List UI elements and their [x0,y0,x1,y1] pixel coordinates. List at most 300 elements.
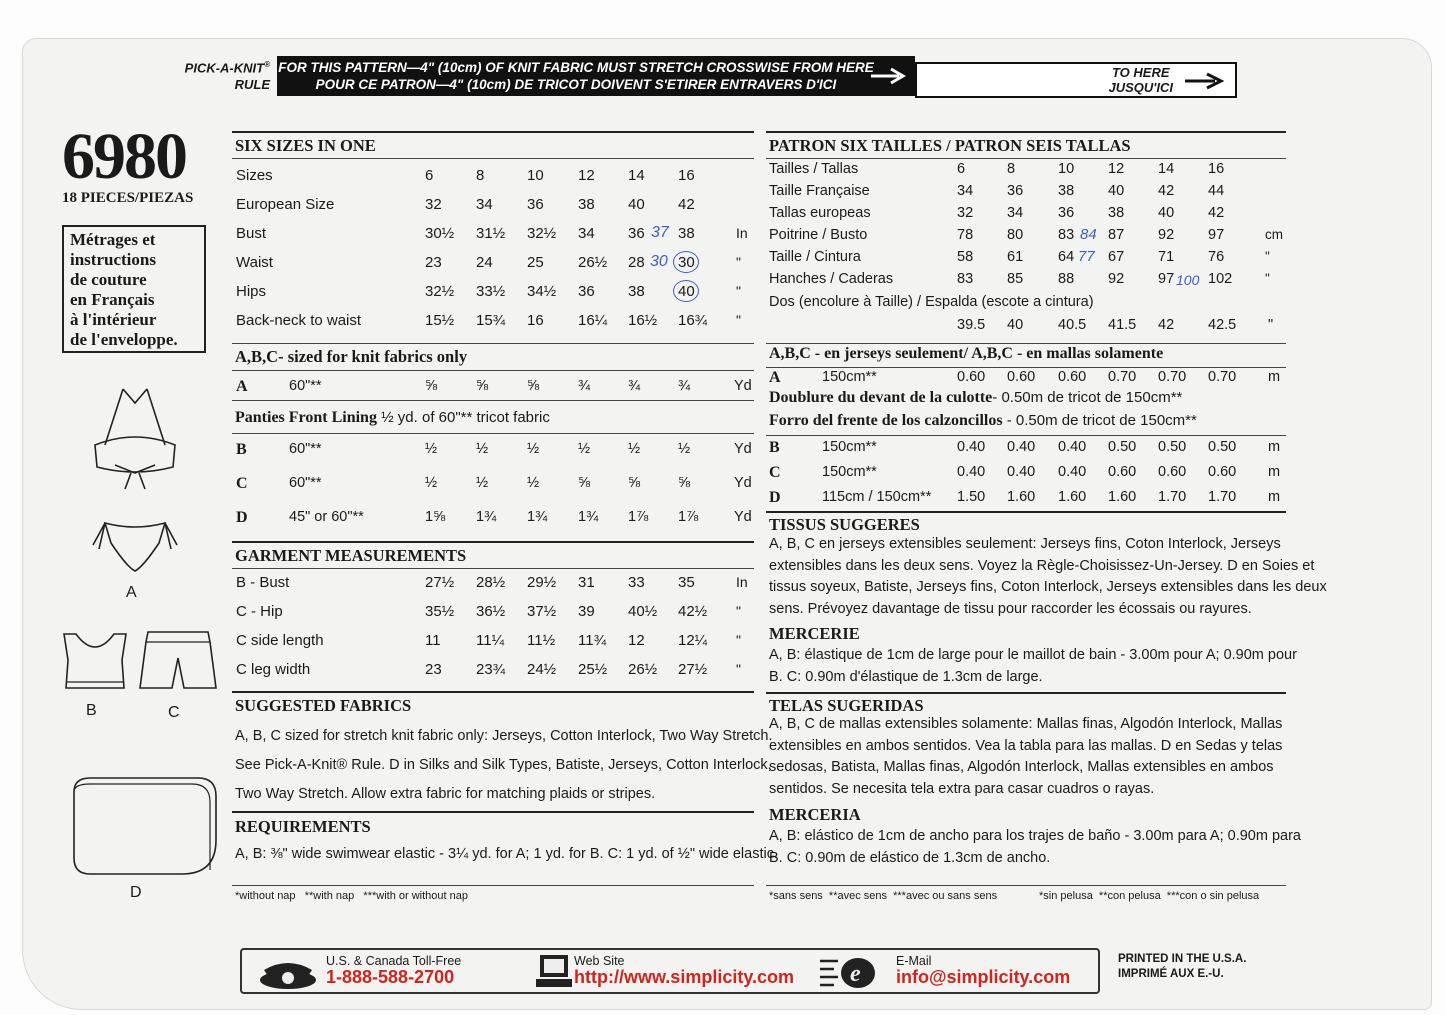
metrage-cell: 1.70 [1158,489,1187,505]
metrage-cell: 1.70 [1208,489,1237,505]
suggested-fabrics-title: SUGGESTED FABRICS [235,696,412,715]
svg-text:e: e [850,961,861,987]
yardage-cell: 1¾ [476,509,497,525]
garment-row-label: C side length [236,632,324,649]
size-row-label: Waist [236,254,273,271]
taille-cell: 71 [1158,249,1175,265]
size-cell: 8 [476,167,485,184]
taille-cell: 67 [1108,249,1125,265]
size-cell: 32½ [425,283,455,300]
size-cell: 36 [628,225,645,242]
size-cell: 34 [578,225,595,242]
taille-cell: 88 [1058,271,1075,287]
size-cell: 16¾ [678,312,708,329]
garment-cell: 28½ [476,574,506,591]
divider [232,370,754,371]
yardage-cell: 1⅝ [425,509,446,525]
yardage-label: D [236,509,248,526]
dos-unit: " [1268,317,1274,333]
computer-icon [534,953,574,991]
metrage-label: B [769,439,780,456]
bikini-bottom-sketch [85,515,185,585]
pick-a-knit-rule-label [178,56,270,93]
metrage-cell: 0.40 [1058,439,1087,455]
handwritten-taille: 77 [1078,248,1095,265]
contact-bar [240,948,1100,994]
mercerie-line: A, B: élastique de 1cm de large pour le maillot de bain - 3.00m pour A; 0.90m pour [769,647,1297,663]
size-row-label: Bust [236,225,267,242]
telas-line: extensibles en ambos sentidos. Vea la tabla para las mallas. D en Sedas y telas [769,737,1283,754]
yardage-unit: Yd [734,441,752,457]
metrage-cell: 0.60 [1108,464,1137,480]
garment-unit: " [736,661,741,677]
phone-label: U.S. & Canada Toll-Free [326,954,462,968]
rule-reg: ® [264,60,270,69]
taille-cell: 32 [957,205,974,221]
taille-cell: 83 [1058,227,1075,243]
garment-cell: 27½ [425,574,455,591]
mercerie-line: B. C: 0.90m d'élastique de 1.3cm de large. [769,669,1043,685]
knit-bar-en: FOR THIS PATTERN—4" (10cm) OF KNIT FABRIC MUST STRETCH CROSSWISE FROM HERE [278,60,874,75]
taille-cell: 61 [1007,249,1024,265]
taille-cell: 6 [957,161,966,177]
handwritten-poitrine: 84 [1080,226,1097,243]
divider [232,433,754,434]
taille-unit: " [1265,249,1270,264]
metrage-cell: 0.40 [1007,439,1036,455]
divider [766,158,1286,159]
metrage-cell: 0.70 [1108,369,1137,385]
size-cell: 12 [578,167,595,184]
metrage-unit: m [1268,464,1281,480]
telephone-icon [256,954,320,990]
size-cell: 16 [678,167,695,184]
french-instructions-box [62,225,206,353]
yardage-cell: 1⅞ [678,509,699,525]
tissus-line: A, B, C en jerseys extensibles seulement: Jerseys fins, Coton Interlock, Jerseys [769,536,1281,552]
yardage-cell: ½ [476,441,489,457]
garment-cell: 33 [628,574,645,591]
yardage-cell: ⅝ [425,378,438,394]
jersey-title: A,B,C - en jerseys seulement/ A,B,C - en mallas solamente [769,345,1164,362]
size-cell: 38 [678,225,695,242]
taille-cell: 34 [1007,205,1024,221]
size-row-label: Hips [236,283,267,300]
view-label-b: B [86,702,97,719]
garment-cell: 40½ [628,603,658,620]
yardage-cell: ½ [476,475,489,491]
metrage-width: 115cm / 150cm** [822,489,932,505]
metrage-cell: 0.40 [1058,464,1087,480]
taille-cell: 80 [1007,227,1024,243]
metrage-label: A [769,369,781,386]
garment-cell: 23 [425,661,442,678]
garment-cell: 25½ [578,661,608,678]
taille-cell: 102 [1208,271,1233,287]
size-cell: 28 [628,254,645,271]
french-line: en Français [70,290,155,309]
requirements-title: REQUIREMENTS [235,817,371,836]
taille-cell: 16 [1208,161,1225,177]
tissus-title: TISSUS SUGGERES [769,515,920,534]
divider [766,435,1286,436]
metrage-cell: 0.50 [1108,439,1137,455]
size-unit: " [736,254,741,270]
fabric-line: A, B, C sized for stretch knit fabric only: Jerseys, Cotton Interlock, Two Way Stretch. [235,728,773,744]
handwritten-hanches: 100 [1176,272,1200,288]
taille-cell: 44 [1208,183,1225,199]
telas-line: sentidos. Se necesita tela extra para casar cuadros o rayas. [769,780,1155,797]
view-label-a: A [126,584,137,601]
size-cell: 34 [476,196,493,213]
tissus-line: tissus soyeux, Batiste, Jerseys fins, Coton Interlock, Jerseys extensibles dans les deux [769,579,1327,595]
telas-line: A, B, C de mallas extensibles solamente: Mallas finas, Algodón Interlock, Mallas [769,716,1283,732]
panties-lining [235,409,550,427]
divider [766,885,1286,886]
taille-cell: 78 [957,227,974,243]
metrage-width: 150cm** [822,439,877,455]
metrage-width: 150cm** [822,464,877,480]
yardage-cell: ½ [425,475,438,491]
phone-number[interactable]: 1-888-588-2700 [326,967,455,987]
yardage-cell: 1¾ [578,509,599,525]
size-cell: 36 [527,196,544,213]
suggested-fabrics-text [235,722,773,809]
taille-cell: 40 [1108,183,1125,199]
footnote-fr: *sans sens **avec sens ***avec ou sans sens [769,890,998,902]
crop-top-sketch [58,630,132,694]
telas-text [769,714,1287,800]
divider [766,511,1286,513]
forro [769,412,1197,430]
garment-row-label: C - Hip [236,603,283,620]
taille-cell: 38 [1108,205,1125,221]
divider [232,541,754,543]
garment-cell: 11¼ [476,632,505,649]
metrage-label: C [769,464,781,481]
panties-lining-label: Panties Front Lining [235,409,377,426]
divider [232,343,754,344]
taille-row-label: Tailles / Tallas [769,161,859,177]
rule-title-1: PICK-A-KNIT [184,60,265,76]
size-cell: 31½ [476,225,506,242]
size-cell: 6 [425,167,434,184]
taille-unit: " [1265,271,1270,286]
size-row-label: Back-neck to waist [236,312,362,329]
email-icon [818,953,880,991]
size-cell: 24 [476,254,493,271]
metrage-label: D [769,489,781,506]
dos-cell: 39.5 [957,317,986,333]
yardage-width: 45" or 60"** [289,509,364,525]
dos-label: Dos (encolure à Taille) / Espalda (escote a cintura) [769,294,1094,310]
metrage-cell: 0.50 [1158,439,1187,455]
knit-stretch-bar [277,56,915,96]
yardage-cell: ⅝ [578,475,591,491]
rule-title-2: RULE [234,77,270,93]
size-cell: 30½ [425,225,455,242]
size-row-label: Sizes [236,167,273,184]
taille-cell: 8 [1007,161,1016,177]
yardage-label: A [236,378,248,395]
garment-cell: 31 [578,574,595,591]
panties-lining-text: ½ yd. of 60"** tricot fabric [376,409,550,426]
garment-unit: In [736,574,748,590]
mercerie-text [769,644,1297,688]
size-cell: 33½ [476,283,506,300]
printed-fr: IMPRIMÉ AUX E.-U. [1118,968,1224,980]
garment-cell: 29½ [527,574,557,591]
garment-cell: 37½ [527,603,557,620]
size-cell: 38 [578,196,595,213]
printed-en: PRINTED IN THE U.S.A. [1118,953,1247,965]
taille-cell: 40 [1158,205,1175,221]
piece-count: 18 PIECES/PIEZAS [62,190,194,206]
size-cell: 15¾ [476,312,506,329]
size-cell: 16½ [628,312,658,329]
metrage-cell: 1.60 [1108,489,1137,505]
taille-row-label: Tallas europeas [769,205,871,221]
divider [766,692,1286,694]
dos-cell: 40 [1007,317,1024,333]
size-cell: 23 [425,254,442,271]
tissus-line: extensibles dans les deux sens. Voyez la Règle-Choisissez-Un-Jersey. D en Soies et [769,557,1315,574]
footnote-es: *sin pelusa **con pelusa ***con o sin pelusa [1039,890,1260,902]
garment-cell: 35 [678,574,695,591]
merceria-line: B. C: 0.90m de elástico de 1.3cm de ancho. [769,850,1051,866]
web-link[interactable]: http://www.simplicity.com [574,967,795,987]
divider [766,367,1286,368]
size-cell: 25 [527,254,544,271]
size-cell: 10 [527,167,544,184]
size-cell: 40 [628,196,645,213]
garment-cell: 11½ [527,632,556,649]
metrage-cell: 0.70 [1208,369,1237,385]
to-here-fr: JUSQU'ICI [1108,80,1173,95]
printed-in [1118,952,1246,982]
fabric-line: See Pick-A-Knit® Rule. D in Silks and Silk Types, Batiste, Jerseys, Cotton Interlock, [235,757,772,773]
metrage-cell: 0.40 [957,439,986,455]
taille-cell: 10 [1058,161,1075,177]
taille-cell: 36 [1058,205,1075,221]
taille-cell: 42 [1158,183,1175,199]
forro-label: Forro del frente de los calzoncillos [769,412,1003,429]
to-here-en: TO HERE [1111,65,1170,80]
taille-cell: 92 [1108,271,1125,287]
metrage-cell: 0.40 [957,464,986,480]
garment-cell: 39 [578,603,595,620]
metrage-cell: 0.60 [1058,369,1087,385]
divider [766,343,1286,344]
yardage-cell: ½ [527,475,540,491]
email-label: E-Mail [896,954,932,968]
yardage-width: 60"** [289,441,322,457]
metrage-cell: 1.50 [957,489,986,505]
tissus-line: sens. Prévoyez davantage de tissu pour raccorder les écossais ou rayures. [769,600,1252,617]
taille-cell: 58 [957,249,974,265]
metrage-cell: 0.70 [1158,369,1187,385]
yardage-width: 60"** [289,475,322,491]
divider [232,131,754,133]
dos-cell: 41.5 [1108,317,1137,333]
garment-cell: 26½ [628,661,658,678]
divider [232,691,754,693]
divider [766,131,1286,133]
handwritten-circle [673,251,699,273]
handwritten-bust: 37 [651,224,669,241]
size-cell: 14 [628,167,645,184]
garment-cell: 35½ [425,603,455,620]
yardage-cell: ¾ [678,378,691,394]
taille-cell: 85 [1007,271,1024,287]
patron-title: PATRON SIX TAILLES / PATRON SEIS TALLAS [769,136,1131,155]
taille-cell: 12 [1108,161,1125,177]
garment-cell: 42½ [678,603,708,620]
yardage-unit: Yd [734,378,752,394]
metrage-unit: m [1268,489,1281,505]
yardage-cell: ⅝ [476,378,489,394]
divider [232,158,754,159]
view-label-d: D [130,884,142,901]
yardage-cell: ⅝ [527,378,540,394]
to-here-label [1109,65,1174,95]
french-line: Métrages et [70,230,156,249]
taille-row-label: Poitrine / Busto [769,227,868,243]
taille-cell: 97 [1158,271,1175,287]
yardage-label: C [236,475,248,492]
garment-measurements-title: GARMENT MEASUREMENTS [235,546,467,565]
mercerie-title: MERCERIE [769,624,860,643]
yardage-width: 60"** [289,378,322,394]
size-cell: 38 [628,283,645,300]
doublure-label: Doublure du devant de la culotte [769,389,993,406]
size-cell: 42 [678,196,695,213]
metrage-width: 150cm** [822,369,877,385]
yardage-cell: ½ [628,441,641,457]
taille-cell: 97 [1208,227,1225,243]
forro-text: - 0.50m de tricot de 150cm** [1002,412,1197,429]
yardage-cell: ⅝ [678,475,691,491]
size-row-label: European Size [236,196,335,213]
knit-bar-fr: POUR CE PATRON—4" (10cm) DE TRICOT DOIVENT S'ETIRER ENTRAVERS D'ICI [315,77,837,92]
taille-unit: cm [1265,227,1283,242]
yardage-unit: Yd [734,509,752,525]
yardage-cell: ¾ [578,378,591,394]
garment-row-label: B - Bust [236,574,290,591]
yardage-unit: Yd [734,475,752,491]
web-label: Web Site [574,954,625,968]
garment-cell: 11¾ [578,632,607,649]
yardage-label: B [236,441,247,458]
six-sizes-title: SIX SIZES IN ONE [235,136,376,155]
metrage-cell: 1.60 [1058,489,1087,505]
tissus-text [769,534,1327,620]
size-cell: 30 [678,254,695,271]
french-line: instructions [70,250,156,269]
yardage-cell: ⅝ [628,475,641,491]
yardage-cell: ½ [678,441,691,457]
metrage-cell: 0.60 [1007,369,1036,385]
metrage-cell: 0.40 [1007,464,1036,480]
doublure-text: - 0.50m de tricot de 150cm** [992,389,1183,406]
merceria-title: MERCERIA [769,805,861,824]
french-line: à l'intérieur [70,310,157,329]
garment-cell: 11 [425,632,441,649]
telas-title: TELAS SUGERIDAS [769,696,924,715]
garment-unit: " [736,632,741,648]
taille-cell: 76 [1208,249,1225,265]
metrage-cell: 1.60 [1007,489,1036,505]
dos-cell: 40.5 [1058,317,1087,333]
doublure [769,389,1182,407]
taille-row-label: Taille / Cintura [769,249,861,265]
taille-cell: 38 [1058,183,1075,199]
arrow-right-icon [1183,70,1227,92]
divider [232,811,754,813]
taille-cell: 42 [1208,205,1225,221]
metrage-unit: m [1268,439,1281,455]
shorts-sketch [138,628,218,694]
garment-cell: 24½ [527,661,557,678]
requirements-text: A, B: ⅜" wide swimwear elastic - 3¼ yd. for A; 1 yd. for B. C: 1 yd. of ½" wide elastic. [235,846,778,862]
size-cell: 26½ [578,254,608,271]
yardage-cell: 1¾ [527,509,548,525]
taille-cell: 34 [957,183,974,199]
taille-cell: 64 [1058,249,1075,265]
size-cell: 32 [425,196,442,213]
size-cell: 15½ [425,312,455,329]
view-label-c: C [168,704,180,721]
yardage-cell: ¾ [628,378,641,394]
merceria-text [769,825,1301,869]
dos-cell: 42.5 [1208,317,1237,333]
taille-row-label: Taille Française [769,183,870,199]
size-unit: In [736,225,748,241]
size-cell: 16 [527,312,544,329]
wrap-scarf-sketch [70,770,220,880]
taille-row-label: Hanches / Caderas [769,271,894,287]
garment-row-label: C leg width [236,661,311,678]
french-line: de l'enveloppe. [70,330,178,349]
garment-unit: " [736,603,741,619]
french-line: de couture [70,270,147,289]
metrage-unit: m [1268,369,1281,385]
metrage-cell: 0.50 [1208,439,1237,455]
divider [232,400,754,401]
taille-cell: 36 [1007,183,1024,199]
metrage-cell: 0.60 [1158,464,1187,480]
size-cell: 32½ [527,225,557,242]
handwritten-waist: 30 [650,253,668,270]
telas-line: sedosas, Batista, Mallas finas, Algodón Interlock, Mallas extensibles en ambos [769,759,1274,775]
yardage-cell: ½ [425,441,438,457]
divider [232,568,754,569]
footnote-en: *without nap **with nap ***with or without nap [235,890,468,902]
garment-cell: 12 [628,632,645,649]
garment-cell: 12¼ [678,632,708,649]
size-cell: 40 [678,283,695,300]
size-unit: " [736,312,741,328]
divider [232,885,754,886]
dos-cell: 42 [1158,317,1175,333]
yardage-cell: ½ [578,441,591,457]
email-link[interactable]: info@simplicity.com [896,967,1071,987]
knit-only-title: A,B,C- sized for knit fabrics only [235,347,468,366]
merceria-line: A, B: elástico de 1cm de ancho para los trajes de baño - 3.00m para A; 0.90m para [769,828,1301,844]
yardage-cell: 1⅞ [628,509,649,525]
garment-cell: 23¾ [476,661,506,678]
size-cell: 36 [578,283,595,300]
